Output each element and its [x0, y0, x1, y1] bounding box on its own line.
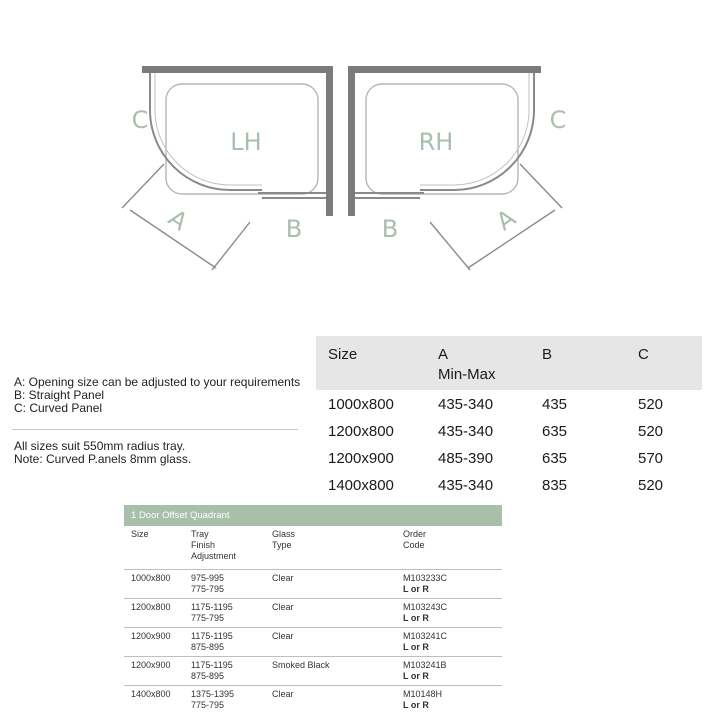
header-line: Order: [403, 529, 427, 539]
lh-dim-a-tick-1: [122, 164, 164, 208]
rh-left-wall: [348, 66, 355, 216]
header-glass: [272, 529, 295, 551]
header-code: [403, 529, 426, 551]
tray-range-2: 775-795: [191, 613, 225, 623]
order-code-side: L or R: [403, 700, 429, 710]
cell-b: 835: [542, 477, 568, 494]
order-code: M103233C: [403, 573, 448, 583]
header-tray: [191, 529, 236, 562]
lh-label: LH: [230, 128, 262, 156]
cell-size: 1000x800: [328, 396, 394, 413]
table-row: [124, 656, 502, 685]
cell-a: 435-340: [438, 477, 494, 494]
header-line: Glass: [272, 529, 296, 539]
cell-size: 1200x800: [131, 602, 171, 612]
notes-divider: [12, 429, 298, 430]
cell-a: 485-390: [438, 450, 494, 467]
cell-tray: [191, 689, 234, 711]
header-a-sub: Min-Max: [438, 366, 496, 383]
tray-range-1: 1175-1195: [191, 631, 233, 641]
size-table: [316, 336, 702, 500]
note-tray: All sizes suit 550mm radius tray.: [14, 439, 186, 453]
cell-tray: [191, 602, 233, 624]
order-code: M103243C: [403, 602, 448, 612]
rh-top-wall: [348, 66, 541, 73]
legend-notes: [14, 376, 300, 415]
table-row: [316, 419, 702, 446]
table-row: [124, 627, 502, 656]
lh-right-wall: [326, 66, 333, 216]
order-table-title: 1 Door Offset Quadrant: [124, 505, 502, 526]
lh-b-label: B: [285, 215, 303, 243]
lh-c-label: C: [131, 106, 149, 134]
order-code: M103241B: [403, 660, 447, 670]
cell-tray: [191, 573, 224, 595]
order-code-side: L or R: [403, 671, 429, 681]
tray-range-2: 775-795: [191, 584, 225, 594]
table-row: [316, 392, 702, 419]
header-a: [438, 345, 496, 385]
enclosure-diagram: [0, 0, 720, 310]
cell-tray: [191, 660, 233, 682]
note-c: C: Curved Panel: [14, 401, 103, 415]
cell-a: 435-340: [438, 396, 494, 413]
cell-size: 1400x800: [131, 689, 171, 699]
cell-code: [403, 573, 447, 595]
order-code-side: L or R: [403, 584, 429, 594]
cell-c: 570: [638, 450, 664, 467]
tray-notes: [14, 440, 191, 466]
tray-range-1: 1375-1395: [191, 689, 235, 699]
header-size: Size: [328, 346, 358, 363]
lh-dim-a-tick-2: [212, 222, 250, 270]
order-code: M103241C: [403, 631, 448, 641]
table-row: [124, 569, 502, 598]
cell-size: 1200x800: [328, 423, 394, 440]
header-line: Adjustment: [191, 551, 237, 561]
table-row: [124, 685, 502, 714]
cell-b: 635: [542, 450, 568, 467]
order-code-side: L or R: [403, 642, 429, 652]
table-row: [124, 598, 502, 627]
cell-b: 635: [542, 423, 568, 440]
lh-enclosure: [122, 66, 333, 270]
cell-glass: Clear: [272, 573, 294, 583]
cell-c: 520: [638, 477, 664, 494]
cell-size: 1200x900: [328, 450, 394, 467]
tray-range-2: 775-795: [191, 700, 225, 710]
rh-enclosure: [348, 66, 566, 270]
cell-code: [403, 631, 447, 653]
tray-range-1: 975-995: [191, 573, 225, 583]
cell-size: 1200x900: [131, 631, 171, 641]
note-glass: Note: Curved P.anels 8mm glass.: [14, 452, 192, 466]
header-line: Code: [403, 540, 425, 550]
tray-range-2: 875-895: [191, 642, 225, 652]
rh-dim-a-tick-2: [520, 164, 562, 208]
cell-size: 1000x800: [131, 573, 171, 583]
table-row: [316, 473, 702, 500]
header-c: C: [638, 346, 649, 363]
cell-c: 520: [638, 396, 664, 413]
rh-a-label: A: [491, 203, 521, 237]
cell-size: 1200x900: [131, 660, 171, 670]
rh-label: RH: [418, 128, 454, 156]
cell-glass: Clear: [272, 689, 294, 699]
note-b: B: Straight Panel: [14, 388, 105, 402]
rh-dim-a-tick-1: [430, 222, 470, 270]
cell-size: 1400x800: [328, 477, 394, 494]
rh-b-label: B: [381, 215, 399, 243]
header-line: Tray: [191, 529, 209, 539]
order-table-header: [124, 526, 502, 569]
header-line: Type: [272, 540, 292, 550]
cell-code: [403, 602, 447, 624]
rh-c-label: C: [549, 106, 567, 134]
table-row: [316, 446, 702, 473]
header-b: B: [542, 346, 553, 363]
order-table: [124, 505, 502, 714]
order-code: M10148H: [403, 689, 443, 699]
lh-top-wall: [142, 66, 333, 73]
lh-a-label: A: [163, 203, 193, 237]
cell-c: 520: [638, 423, 664, 440]
cell-a: 435-340: [438, 423, 494, 440]
tray-range-2: 875-895: [191, 671, 225, 681]
header-line: Size: [131, 529, 149, 539]
cell-code: [403, 689, 442, 711]
cell-glass: Clear: [272, 602, 294, 612]
cell-code: [403, 660, 447, 682]
header-size: [131, 529, 149, 540]
size-table-header: [316, 336, 702, 390]
header-a-label: A: [438, 346, 449, 363]
header-line: Finish: [191, 540, 216, 550]
cell-glass: Smoked Black: [272, 660, 330, 670]
cell-b: 435: [542, 396, 568, 413]
order-code-side: L or R: [403, 613, 429, 623]
cell-tray: [191, 631, 233, 653]
cell-glass: Clear: [272, 631, 294, 641]
tray-range-1: 1175-1195: [191, 660, 233, 670]
tray-range-1: 1175-1195: [191, 602, 233, 612]
note-a: A: Opening size can be adjusted to your requirements: [14, 375, 301, 389]
